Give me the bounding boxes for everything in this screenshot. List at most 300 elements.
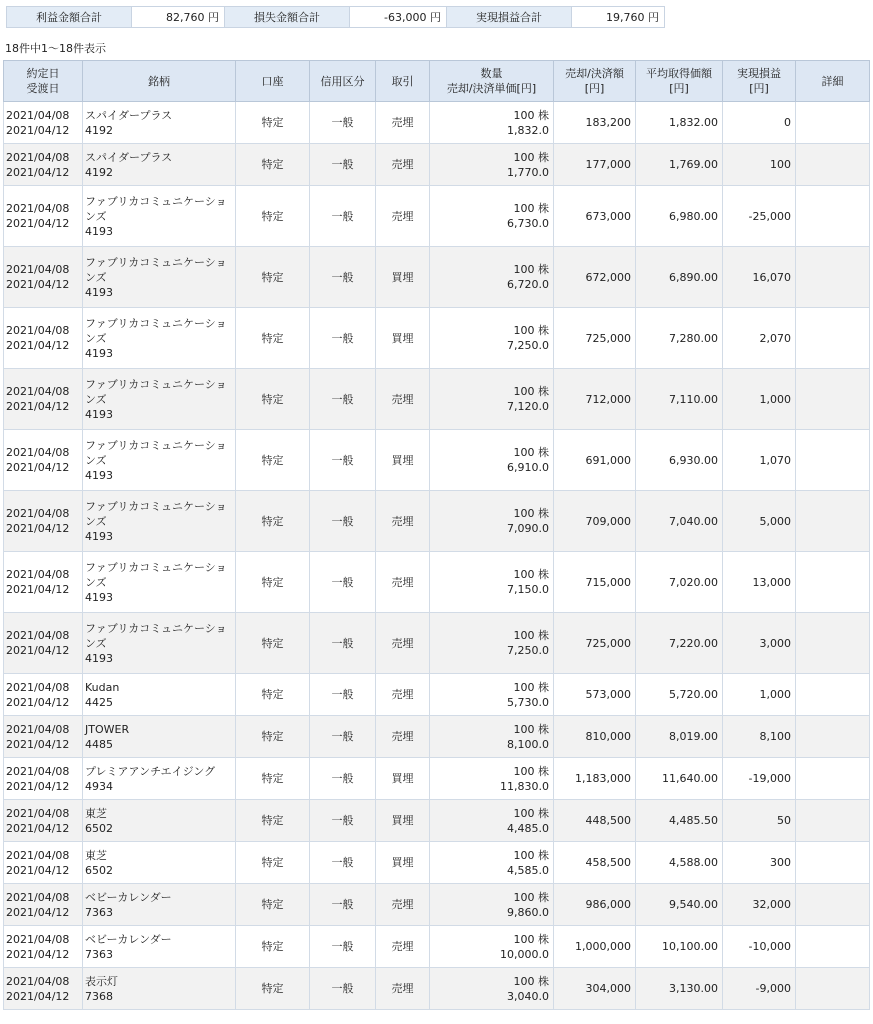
cell-dates bbox=[4, 926, 83, 968]
cell-account: 特定 bbox=[236, 369, 310, 430]
trade-date: 2021/04/08 bbox=[6, 202, 70, 215]
cell-trade: 売埋 bbox=[376, 926, 430, 968]
table-row bbox=[4, 613, 870, 674]
cell-realized-pl: 13,000 bbox=[723, 552, 796, 613]
trade-date: 2021/04/08 bbox=[6, 263, 70, 276]
cell-detail bbox=[796, 613, 870, 674]
cell-avg-cost: 1,832.00 bbox=[636, 102, 723, 144]
trade-date: 2021/04/08 bbox=[6, 680, 70, 694]
stock-code: 6502 bbox=[85, 821, 113, 835]
stock-name: ファブリカコミュニケーションズ bbox=[85, 255, 227, 284]
settle-date: 2021/04/12 bbox=[6, 461, 70, 474]
settle-date: 2021/04/12 bbox=[6, 821, 70, 835]
header-realized-pl[interactable]: 実現損益 [円] bbox=[723, 61, 796, 102]
cell-dates bbox=[4, 308, 83, 369]
unit-price: 6,910.0 bbox=[507, 461, 549, 474]
cell-realized-pl: -10,000 bbox=[723, 926, 796, 968]
stock-code: 4193 bbox=[85, 468, 113, 482]
cell-avg-cost: 6,890.00 bbox=[636, 247, 723, 308]
cell-realized-pl: -19,000 bbox=[723, 758, 796, 800]
cell-account: 特定 bbox=[236, 758, 310, 800]
cell-detail bbox=[796, 369, 870, 430]
cell-dates bbox=[4, 247, 83, 308]
cell-account: 特定 bbox=[236, 552, 310, 613]
profit-total-value: 82,760 円 bbox=[132, 7, 225, 28]
cell-avg-cost: 11,640.00 bbox=[636, 758, 723, 800]
cell-amount: 183,200 bbox=[554, 102, 636, 144]
cell-dates bbox=[4, 144, 83, 186]
cell-dates bbox=[4, 758, 83, 800]
table-row bbox=[4, 800, 870, 842]
cell-quantity bbox=[430, 369, 554, 430]
cell-account: 特定 bbox=[236, 102, 310, 144]
trade-date: 2021/04/08 bbox=[6, 848, 70, 862]
header-quantity[interactable]: 数量 売却/決済単価[円] bbox=[430, 61, 554, 102]
table-row bbox=[4, 369, 870, 430]
trade-date: 2021/04/08 bbox=[6, 629, 70, 642]
stock-code: 7363 bbox=[85, 905, 113, 919]
quantity: 100 株 bbox=[513, 806, 549, 820]
cell-amount: 177,000 bbox=[554, 144, 636, 186]
cell-realized-pl: 100 bbox=[723, 144, 796, 186]
cell-account: 特定 bbox=[236, 613, 310, 674]
unit-price: 9,860.0 bbox=[507, 905, 549, 919]
settle-date: 2021/04/12 bbox=[6, 989, 70, 1003]
stock-code: 4193 bbox=[85, 285, 113, 299]
header-detail: 詳細 bbox=[796, 61, 870, 102]
result-count: 18件中1～18件表示 bbox=[5, 42, 106, 55]
table-row bbox=[4, 716, 870, 758]
unit-price: 7,120.0 bbox=[507, 400, 549, 413]
cell-avg-cost: 7,280.00 bbox=[636, 308, 723, 369]
cell-account: 特定 bbox=[236, 674, 310, 716]
cell-detail bbox=[796, 758, 870, 800]
cell-credit: 一般 bbox=[310, 491, 376, 552]
cell-trade: 売埋 bbox=[376, 491, 430, 552]
unit-price: 11,830.0 bbox=[500, 779, 549, 793]
stock-name: ベビーカレンダー bbox=[85, 890, 172, 904]
cell-realized-pl: -9,000 bbox=[723, 968, 796, 1010]
settle-date: 2021/04/12 bbox=[6, 644, 70, 657]
cell-trade: 買埋 bbox=[376, 247, 430, 308]
cell-avg-cost: 4,485.50 bbox=[636, 800, 723, 842]
unit-price: 7,250.0 bbox=[507, 339, 549, 352]
profit-total-label: 利益金額合計 bbox=[7, 7, 132, 28]
cell-amount: 725,000 bbox=[554, 308, 636, 369]
stock-code: 4193 bbox=[85, 346, 113, 360]
trade-date: 2021/04/08 bbox=[6, 507, 70, 520]
table-row bbox=[4, 491, 870, 552]
table-row bbox=[4, 186, 870, 247]
cell-quantity bbox=[430, 968, 554, 1010]
stock-code: 7368 bbox=[85, 989, 113, 1003]
cell-stock bbox=[83, 308, 236, 369]
cell-detail bbox=[796, 102, 870, 144]
cell-realized-pl: 300 bbox=[723, 842, 796, 884]
cell-realized-pl: 0 bbox=[723, 102, 796, 144]
quantity: 100 株 bbox=[513, 385, 549, 398]
trade-date: 2021/04/08 bbox=[6, 108, 70, 122]
cell-amount: 448,500 bbox=[554, 800, 636, 842]
cell-account: 特定 bbox=[236, 491, 310, 552]
quantity: 100 株 bbox=[513, 446, 549, 459]
cell-amount: 810,000 bbox=[554, 716, 636, 758]
table-row bbox=[4, 430, 870, 491]
quantity: 100 株 bbox=[513, 263, 549, 276]
cell-account: 特定 bbox=[236, 716, 310, 758]
header-trade[interactable]: 取引 bbox=[376, 61, 430, 102]
cell-amount: 725,000 bbox=[554, 613, 636, 674]
stock-name: スパイダープラス bbox=[85, 108, 173, 122]
cell-stock bbox=[83, 800, 236, 842]
settle-date: 2021/04/12 bbox=[6, 695, 70, 709]
header-credit[interactable]: 信用区分 bbox=[310, 61, 376, 102]
unit-price: 1,770.0 bbox=[507, 165, 549, 179]
cell-realized-pl: 16,070 bbox=[723, 247, 796, 308]
cell-dates bbox=[4, 968, 83, 1010]
cell-trade: 売埋 bbox=[376, 613, 430, 674]
cell-dates bbox=[4, 716, 83, 758]
quantity: 100 株 bbox=[513, 932, 549, 946]
cell-trade: 買埋 bbox=[376, 308, 430, 369]
cell-credit: 一般 bbox=[310, 369, 376, 430]
header-dates[interactable]: 約定日 受渡日 bbox=[4, 61, 83, 102]
stock-code: 4193 bbox=[85, 407, 113, 421]
cell-dates bbox=[4, 491, 83, 552]
cell-avg-cost: 4,588.00 bbox=[636, 842, 723, 884]
unit-price: 10,000.0 bbox=[500, 947, 549, 961]
quantity: 100 株 bbox=[513, 848, 549, 862]
cell-stock bbox=[83, 247, 236, 308]
cell-trade: 売埋 bbox=[376, 102, 430, 144]
stock-name: Kudan bbox=[85, 680, 120, 694]
cell-trade: 売埋 bbox=[376, 674, 430, 716]
stock-name: ファブリカコミュニケーションズ bbox=[85, 438, 227, 467]
table-row bbox=[4, 926, 870, 968]
cell-credit: 一般 bbox=[310, 613, 376, 674]
cell-account: 特定 bbox=[236, 842, 310, 884]
cell-trade: 買埋 bbox=[376, 430, 430, 491]
stock-code: 4192 bbox=[85, 123, 113, 137]
stock-name: ファブリカコミュニケーションズ bbox=[85, 621, 227, 650]
cell-detail bbox=[796, 800, 870, 842]
cell-detail bbox=[796, 884, 870, 926]
cell-quantity bbox=[430, 758, 554, 800]
table-row bbox=[4, 308, 870, 369]
cell-stock bbox=[83, 144, 236, 186]
quantity: 100 株 bbox=[513, 680, 549, 694]
cell-detail bbox=[796, 968, 870, 1010]
cell-amount: 691,000 bbox=[554, 430, 636, 491]
settle-date: 2021/04/12 bbox=[6, 779, 70, 793]
stock-code: 4485 bbox=[85, 737, 113, 751]
table-header-row bbox=[4, 61, 870, 102]
stock-name: 東芝 bbox=[85, 806, 107, 820]
cell-credit: 一般 bbox=[310, 102, 376, 144]
quantity: 100 株 bbox=[513, 764, 549, 778]
summary-table bbox=[6, 6, 665, 28]
cell-amount: 458,500 bbox=[554, 842, 636, 884]
cell-stock bbox=[83, 926, 236, 968]
trade-date: 2021/04/08 bbox=[6, 806, 70, 820]
quantity: 100 株 bbox=[513, 324, 549, 337]
cell-dates bbox=[4, 430, 83, 491]
cell-detail bbox=[796, 716, 870, 758]
trade-date: 2021/04/08 bbox=[6, 568, 70, 581]
trade-date: 2021/04/08 bbox=[6, 385, 70, 398]
cell-amount: 709,000 bbox=[554, 491, 636, 552]
cell-quantity bbox=[430, 430, 554, 491]
cell-quantity bbox=[430, 186, 554, 247]
trade-history-table bbox=[3, 60, 870, 1010]
cell-stock bbox=[83, 968, 236, 1010]
cell-realized-pl: -25,000 bbox=[723, 186, 796, 247]
quantity: 100 株 bbox=[513, 722, 549, 736]
stock-code: 4934 bbox=[85, 779, 113, 793]
cell-credit: 一般 bbox=[310, 758, 376, 800]
header-account[interactable]: 口座 bbox=[236, 61, 310, 102]
header-avg-cost[interactable]: 平均取得価額 [円] bbox=[636, 61, 723, 102]
unit-price: 8,100.0 bbox=[507, 737, 549, 751]
settle-date: 2021/04/12 bbox=[6, 905, 70, 919]
cell-quantity bbox=[430, 926, 554, 968]
trade-date: 2021/04/08 bbox=[6, 974, 70, 988]
cell-stock bbox=[83, 491, 236, 552]
cell-stock bbox=[83, 758, 236, 800]
stock-name: ファブリカコミュニケーションズ bbox=[85, 194, 227, 223]
settle-date: 2021/04/12 bbox=[6, 339, 70, 352]
cell-trade: 売埋 bbox=[376, 186, 430, 247]
stock-name: プレミアアンチエイジング bbox=[85, 764, 216, 778]
cell-credit: 一般 bbox=[310, 430, 376, 491]
cell-trade: 売埋 bbox=[376, 144, 430, 186]
cell-quantity bbox=[430, 552, 554, 613]
cell-account: 特定 bbox=[236, 884, 310, 926]
table-row bbox=[4, 247, 870, 308]
trade-date: 2021/04/08 bbox=[6, 764, 70, 778]
cell-detail bbox=[796, 430, 870, 491]
cell-credit: 一般 bbox=[310, 926, 376, 968]
cell-credit: 一般 bbox=[310, 884, 376, 926]
stock-name: 表示灯 bbox=[85, 974, 118, 988]
cell-trade: 売埋 bbox=[376, 968, 430, 1010]
trade-date: 2021/04/08 bbox=[6, 890, 70, 904]
cell-account: 特定 bbox=[236, 430, 310, 491]
quantity: 100 株 bbox=[513, 108, 549, 122]
cell-detail bbox=[796, 552, 870, 613]
cell-dates bbox=[4, 674, 83, 716]
loss-total-value: -63,000 円 bbox=[350, 7, 447, 28]
stock-code: 4193 bbox=[85, 224, 113, 238]
cell-dates bbox=[4, 842, 83, 884]
cell-quantity bbox=[430, 247, 554, 308]
cell-account: 特定 bbox=[236, 186, 310, 247]
cell-credit: 一般 bbox=[310, 674, 376, 716]
cell-stock bbox=[83, 842, 236, 884]
trade-date: 2021/04/08 bbox=[6, 446, 70, 459]
cell-amount: 1,183,000 bbox=[554, 758, 636, 800]
cell-avg-cost: 7,110.00 bbox=[636, 369, 723, 430]
cell-amount: 573,000 bbox=[554, 674, 636, 716]
stock-code: 4193 bbox=[85, 529, 113, 543]
cell-stock bbox=[83, 674, 236, 716]
cell-realized-pl: 1,000 bbox=[723, 674, 796, 716]
cell-amount: 1,000,000 bbox=[554, 926, 636, 968]
cell-dates bbox=[4, 884, 83, 926]
cell-realized-pl: 3,000 bbox=[723, 613, 796, 674]
cell-stock bbox=[83, 716, 236, 758]
cell-quantity bbox=[430, 800, 554, 842]
quantity: 100 株 bbox=[513, 629, 549, 642]
cell-realized-pl: 32,000 bbox=[723, 884, 796, 926]
loss-total-label: 損失金額合計 bbox=[225, 7, 350, 28]
cell-dates bbox=[4, 800, 83, 842]
cell-detail bbox=[796, 186, 870, 247]
settle-date: 2021/04/12 bbox=[6, 400, 70, 413]
unit-price: 3,040.0 bbox=[507, 989, 549, 1003]
cell-avg-cost: 7,040.00 bbox=[636, 491, 723, 552]
cell-credit: 一般 bbox=[310, 308, 376, 369]
cell-credit: 一般 bbox=[310, 716, 376, 758]
cell-realized-pl: 1,000 bbox=[723, 369, 796, 430]
cell-trade: 売埋 bbox=[376, 369, 430, 430]
cell-detail bbox=[796, 144, 870, 186]
cell-realized-pl: 8,100 bbox=[723, 716, 796, 758]
cell-quantity bbox=[430, 842, 554, 884]
quantity: 100 株 bbox=[513, 974, 549, 988]
cell-trade: 買埋 bbox=[376, 842, 430, 884]
cell-credit: 一般 bbox=[310, 800, 376, 842]
cell-quantity bbox=[430, 308, 554, 369]
cell-avg-cost: 5,720.00 bbox=[636, 674, 723, 716]
cell-realized-pl: 1,070 bbox=[723, 430, 796, 491]
cell-avg-cost: 10,100.00 bbox=[636, 926, 723, 968]
stock-name: ファブリカコミュニケーションズ bbox=[85, 316, 227, 345]
cell-stock bbox=[83, 884, 236, 926]
cell-avg-cost: 9,540.00 bbox=[636, 884, 723, 926]
cell-stock bbox=[83, 102, 236, 144]
cell-realized-pl: 2,070 bbox=[723, 308, 796, 369]
cell-detail bbox=[796, 926, 870, 968]
cell-avg-cost: 3,130.00 bbox=[636, 968, 723, 1010]
cell-amount: 304,000 bbox=[554, 968, 636, 1010]
settle-date: 2021/04/12 bbox=[6, 522, 70, 535]
unit-price: 6,720.0 bbox=[507, 278, 549, 291]
cell-amount: 986,000 bbox=[554, 884, 636, 926]
cell-dates bbox=[4, 369, 83, 430]
cell-credit: 一般 bbox=[310, 247, 376, 308]
settle-date: 2021/04/12 bbox=[6, 217, 70, 230]
cell-credit: 一般 bbox=[310, 144, 376, 186]
settle-date: 2021/04/12 bbox=[6, 947, 70, 961]
stock-code: 4193 bbox=[85, 590, 113, 604]
header-stock[interactable]: 銘柄 bbox=[83, 61, 236, 102]
quantity: 100 株 bbox=[513, 150, 549, 164]
quantity: 100 株 bbox=[513, 890, 549, 904]
cell-quantity bbox=[430, 716, 554, 758]
unit-price: 7,150.0 bbox=[507, 583, 549, 596]
trade-date: 2021/04/08 bbox=[6, 932, 70, 946]
table-row bbox=[4, 102, 870, 144]
cell-account: 特定 bbox=[236, 800, 310, 842]
cell-trade: 買埋 bbox=[376, 800, 430, 842]
table-row bbox=[4, 884, 870, 926]
unit-price: 1,832.0 bbox=[507, 123, 549, 137]
cell-quantity bbox=[430, 674, 554, 716]
cell-stock bbox=[83, 552, 236, 613]
table-row bbox=[4, 968, 870, 1010]
cell-dates bbox=[4, 102, 83, 144]
cell-account: 特定 bbox=[236, 144, 310, 186]
cell-amount: 712,000 bbox=[554, 369, 636, 430]
table-row bbox=[4, 842, 870, 884]
cell-trade: 売埋 bbox=[376, 884, 430, 926]
realized-total-label: 実現損益合計 bbox=[447, 7, 572, 28]
header-amount[interactable]: 売却/決済額 [円] bbox=[554, 61, 636, 102]
cell-quantity bbox=[430, 884, 554, 926]
cell-account: 特定 bbox=[236, 968, 310, 1010]
cell-quantity bbox=[430, 613, 554, 674]
stock-name: 東芝 bbox=[85, 848, 107, 862]
cell-avg-cost: 7,020.00 bbox=[636, 552, 723, 613]
stock-code: 7363 bbox=[85, 947, 113, 961]
cell-dates bbox=[4, 552, 83, 613]
unit-price: 7,250.0 bbox=[507, 644, 549, 657]
cell-account: 特定 bbox=[236, 247, 310, 308]
cell-dates bbox=[4, 613, 83, 674]
cell-account: 特定 bbox=[236, 926, 310, 968]
settle-date: 2021/04/12 bbox=[6, 123, 70, 137]
cell-trade: 売埋 bbox=[376, 552, 430, 613]
cell-avg-cost: 8,019.00 bbox=[636, 716, 723, 758]
settle-date: 2021/04/12 bbox=[6, 737, 70, 751]
table-row bbox=[4, 144, 870, 186]
cell-detail bbox=[796, 491, 870, 552]
cell-credit: 一般 bbox=[310, 552, 376, 613]
cell-amount: 672,000 bbox=[554, 247, 636, 308]
cell-quantity bbox=[430, 144, 554, 186]
cell-account: 特定 bbox=[236, 308, 310, 369]
unit-price: 4,585.0 bbox=[507, 863, 549, 877]
stock-code: 4192 bbox=[85, 165, 113, 179]
cell-detail bbox=[796, 674, 870, 716]
realized-total-value: 19,760 円 bbox=[572, 7, 665, 28]
cell-detail bbox=[796, 308, 870, 369]
cell-avg-cost: 7,220.00 bbox=[636, 613, 723, 674]
cell-trade: 売埋 bbox=[376, 716, 430, 758]
cell-quantity bbox=[430, 102, 554, 144]
unit-price: 4,485.0 bbox=[507, 821, 549, 835]
unit-price: 5,730.0 bbox=[507, 695, 549, 709]
stock-name: JTOWER bbox=[85, 722, 130, 736]
unit-price: 6,730.0 bbox=[507, 217, 549, 230]
settle-date: 2021/04/12 bbox=[6, 863, 70, 877]
cell-stock bbox=[83, 369, 236, 430]
unit-price: 7,090.0 bbox=[507, 522, 549, 535]
stock-name: ベビーカレンダー bbox=[85, 932, 172, 946]
trade-date: 2021/04/08 bbox=[6, 324, 70, 337]
cell-stock bbox=[83, 186, 236, 247]
cell-dates bbox=[4, 186, 83, 247]
table-row bbox=[4, 674, 870, 716]
cell-realized-pl: 50 bbox=[723, 800, 796, 842]
cell-credit: 一般 bbox=[310, 842, 376, 884]
quantity: 100 株 bbox=[513, 507, 549, 520]
cell-avg-cost: 1,769.00 bbox=[636, 144, 723, 186]
quantity: 100 株 bbox=[513, 202, 549, 215]
quantity: 100 株 bbox=[513, 568, 549, 581]
stock-name: ファブリカコミュニケーションズ bbox=[85, 560, 227, 589]
